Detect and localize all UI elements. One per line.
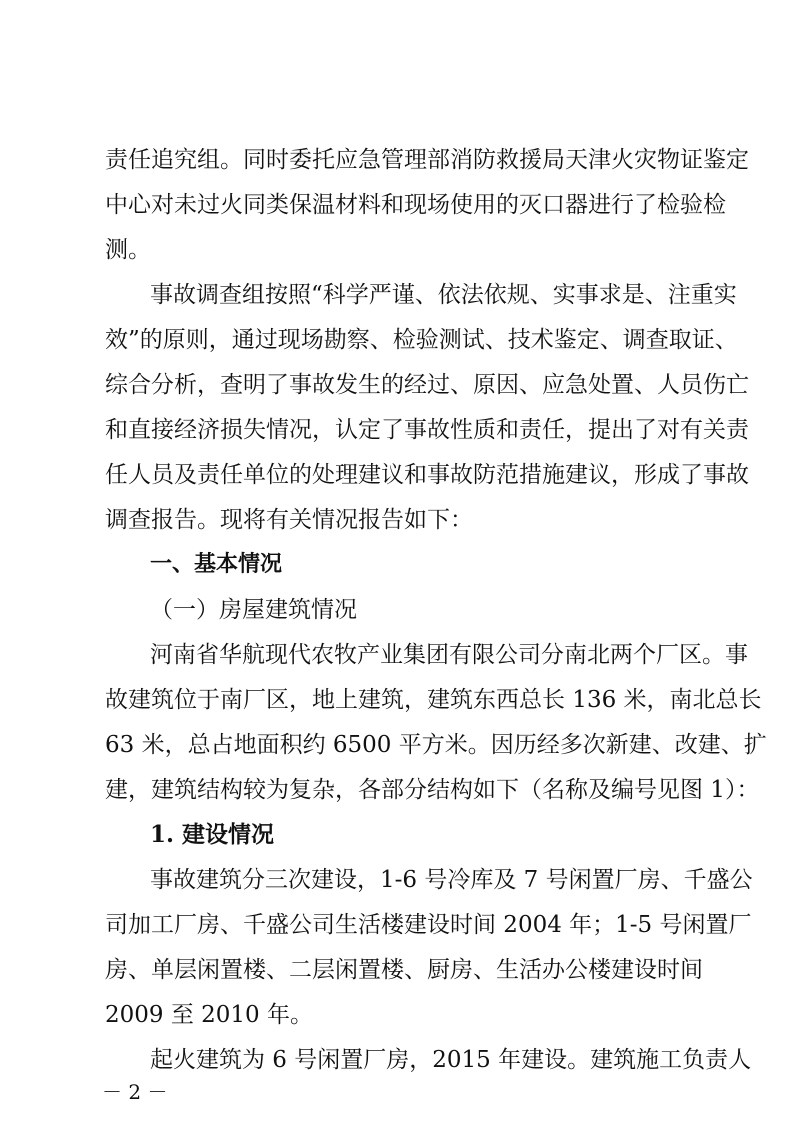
- paragraph-line: 和直接经济损失情况，认定了事故性质和责任，提出了对有关责: [105, 417, 749, 443]
- paragraph-line: 63 米，总占地面积约 6500 平方米。因历经多次新建、改建、扩: [105, 732, 767, 758]
- paragraph-line: 测。: [105, 237, 151, 263]
- paragraph-line: 河南省华航现代农牧产业集团有限公司分南北两个厂区。事: [150, 642, 748, 668]
- paragraph-line: 2009 至 2010 年。: [105, 1002, 313, 1028]
- page-number: － 2 －: [102, 1080, 168, 1104]
- paragraph-line: 效”的原则，通过现场勘察、检验测试、技术鉴定、调查取证、: [105, 327, 738, 353]
- paragraph-line: 司加工厂房、千盛公司生活楼建设时间 2004 年；1-5 号闲置厂: [105, 912, 752, 938]
- paragraph-line: 责任追究组。同时委托应急管理部消防救援局天津火灾物证鉴定: [105, 147, 749, 173]
- paragraph-line: 故建筑位于南厂区，地上建筑，建筑东西总长 136 米，南北总长: [105, 687, 762, 713]
- section-heading: 一、基本情况: [150, 552, 283, 577]
- paragraph-line: 建，建筑结构较为复杂，各部分结构如下（名称及编号见图 1）：: [105, 777, 760, 803]
- paragraph-line: 事故建筑分三次建设，1-6 号冷库及 7 号闲置厂房、千盛公: [150, 867, 753, 893]
- paragraph-line: 调查报告。现将有关情况报告如下：: [105, 507, 473, 533]
- paragraph-line: 房、单层闲置楼、二层闲置楼、厨房、生活办公楼建设时间: [105, 957, 703, 983]
- numbered-heading: 1. 建设情况: [150, 821, 275, 848]
- paragraph-line: 中心对未过火同类保温材料和现场使用的灭口器进行了检验检: [105, 192, 726, 218]
- subsection-heading: （一）房屋建筑情况: [150, 597, 357, 623]
- paragraph-line: 事故调查组按照“科学严谨、依法依规、实事求是、注重实: [150, 282, 737, 308]
- paragraph-line: 起火建筑为 6 号闲置厂房，2015 年建设。建筑施工负责人: [150, 1047, 752, 1073]
- paragraph-line: 任人员及责任单位的处理建议和事故防范措施建议，形成了事故: [105, 462, 749, 488]
- paragraph-line: 综合分析，查明了事故发生的经过、原因、应急处置、人员伤亡: [105, 372, 749, 398]
